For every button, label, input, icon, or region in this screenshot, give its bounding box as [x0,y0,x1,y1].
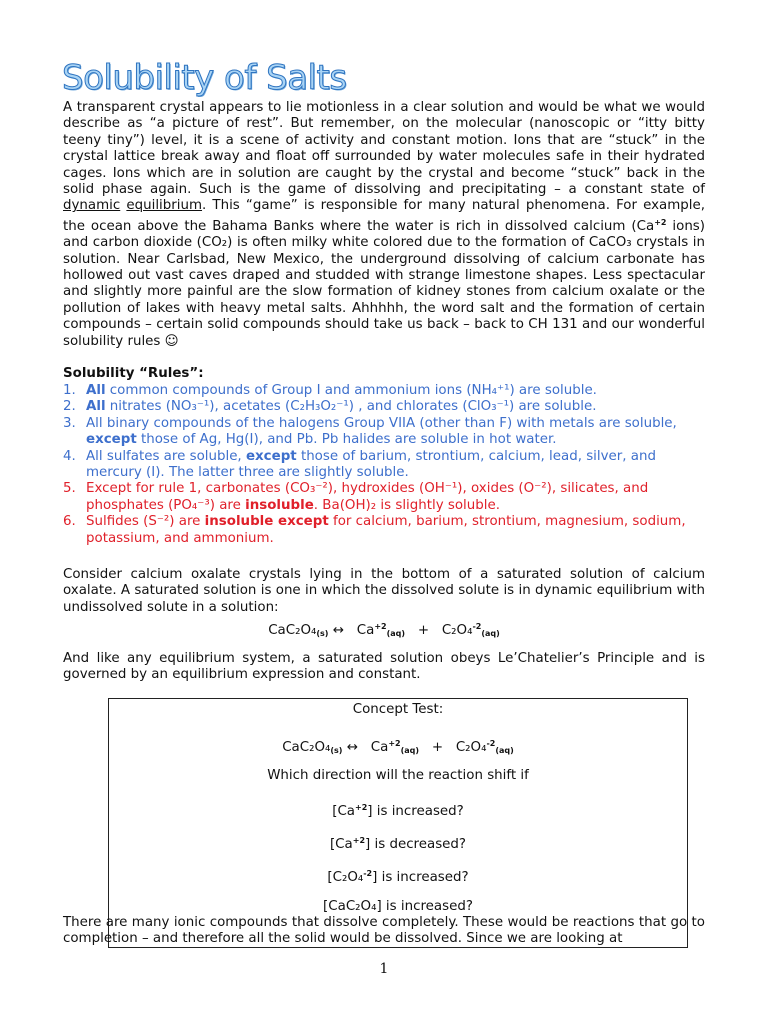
concept-test-heading: Concept Test: [352,702,444,717]
rule-item: 6. Sulfides (S⁻²) are insoluble except for calcium, barium, strontium, magnesium, sodium, potassium, and ammonium. [63,514,686,546]
bottom-paragraph: There are many ionic compounds that dissolve completely. These would be reactions that go to completion – and therefore all the solid would be dissolved. Since we are looking at [63,915,705,947]
concept-test-q4: [CaC₂O₄] is increased? [323,899,473,914]
dissolution-equation: $CaC_2O_4_{(s)}$ ↔ $Ca^{+2}_{(aq)}$ + C₂O₄$^{-2}_{(aq)}$ [268,622,500,638]
concept-test-equation: $CaC_2O_4_{(s)}$ ↔ $Ca^{+2}_{(aq)}$ + C₂O₄$^{-2}_{(aq)}$ [282,739,514,755]
rule-item: 3. All binary compounds of the halogens Group VIIA (other than F) with metals are soluble, except those of Ag, Hg(I), and Pb. Pb halides are soluble in hot water. [63,415,677,448]
concept-test-q1: $[Ca^{+2}]$ is increased? [332,803,464,819]
equilibrium-term: equilibrium [126,198,203,214]
le-chatelier-paragraph: And like any equilibrium system, a saturated solution obeys Le’Chatelier’s Principle and is governed by an equilibrium expression and constant. [63,651,705,683]
concept-test-question: Which direction will the reaction shift if [267,768,529,783]
intro-paragraph: A transparent crystal appears to lie motionless in a clear solution and would be what we would describe as “a picture of rest”. But remember, on the molecular (nanoscopic or “itty bitty teeny tiny”) level, it is a scene of activity and constant motion. Ions that are “stuck” in the crystal lattice break away and float off surrounded by water molecules safe in their hydrated cages. Ions which are in solution are caught by the crystal and become “stuck” back in the solid phase again. Such is the game of dissolving and precipitating – a constant state of dynamic equilibrium. This “game” is responsible for many natural phenomena. For example, the ocean above the Bahama Banks where the water is rich in dissolved calcium ($Ca^{+2}$ ions) and carbon dioxide (CO₂) is often milky white colored due to the formation of CaCO₃ crystals in solution. Near Carlsbad, New Mexico, the underground dissolving of calcium carbonate has hollowed out vast caves draped and studded with strange limestone shapes. Less spectacular and slightly more painful are the slow formation of kidney stones from calcium oxalate or the pollution of lakes with heavy metal salts. Ahhhhh, the word salt and the formation of certain compounds – certain solid compounds should take us back – back to CH 131 and our wonderful solubility rules ☺ [63,100,706,349]
page-number: 1 [379,961,389,977]
dynamic-term: dynamic [63,198,121,214]
rule-item: 2. All nitrates (NO₃⁻¹), acetates (C₂H₃O₂⁻¹) , and chlorates (ClO₃⁻¹) are soluble. [63,399,597,415]
rule-item: 4. All sulfates are soluble, except those of barium, strontium, calcium, lead, silver, and mercury (I). The latter three are slightly soluble. [63,448,656,481]
concept-test-q2: $[Ca^{+2}]$ is decreased? [329,836,467,852]
solubility-rules-list [63,383,705,547]
page-title: Solubility of Salts [62,58,347,98]
rule-item: 1. All common compounds of Group I and ammonium ions (NH₄⁺¹) are soluble. [63,383,597,398]
rule-item: 5. Except for rule 1, carbonates (CO₃⁻²), hydroxides (OH⁻¹), oxides (O⁻²), silicates, and phosphates (PO₄⁻³) are insoluble. Ba(OH)₂ is slightly soluble. [63,481,649,513]
consider-paragraph: Consider calcium oxalate crystals lying in the bottom of a saturated solution of calcium oxalate. A saturated solution is one in which the dissolved solute is in dynamic equilibrium with undissolved solute in a solution: [63,567,705,615]
rules-heading: Solubility “Rules”: [63,366,204,381]
concept-test-q3: [C₂O₄$^{-2}$] is increased? [327,869,469,885]
